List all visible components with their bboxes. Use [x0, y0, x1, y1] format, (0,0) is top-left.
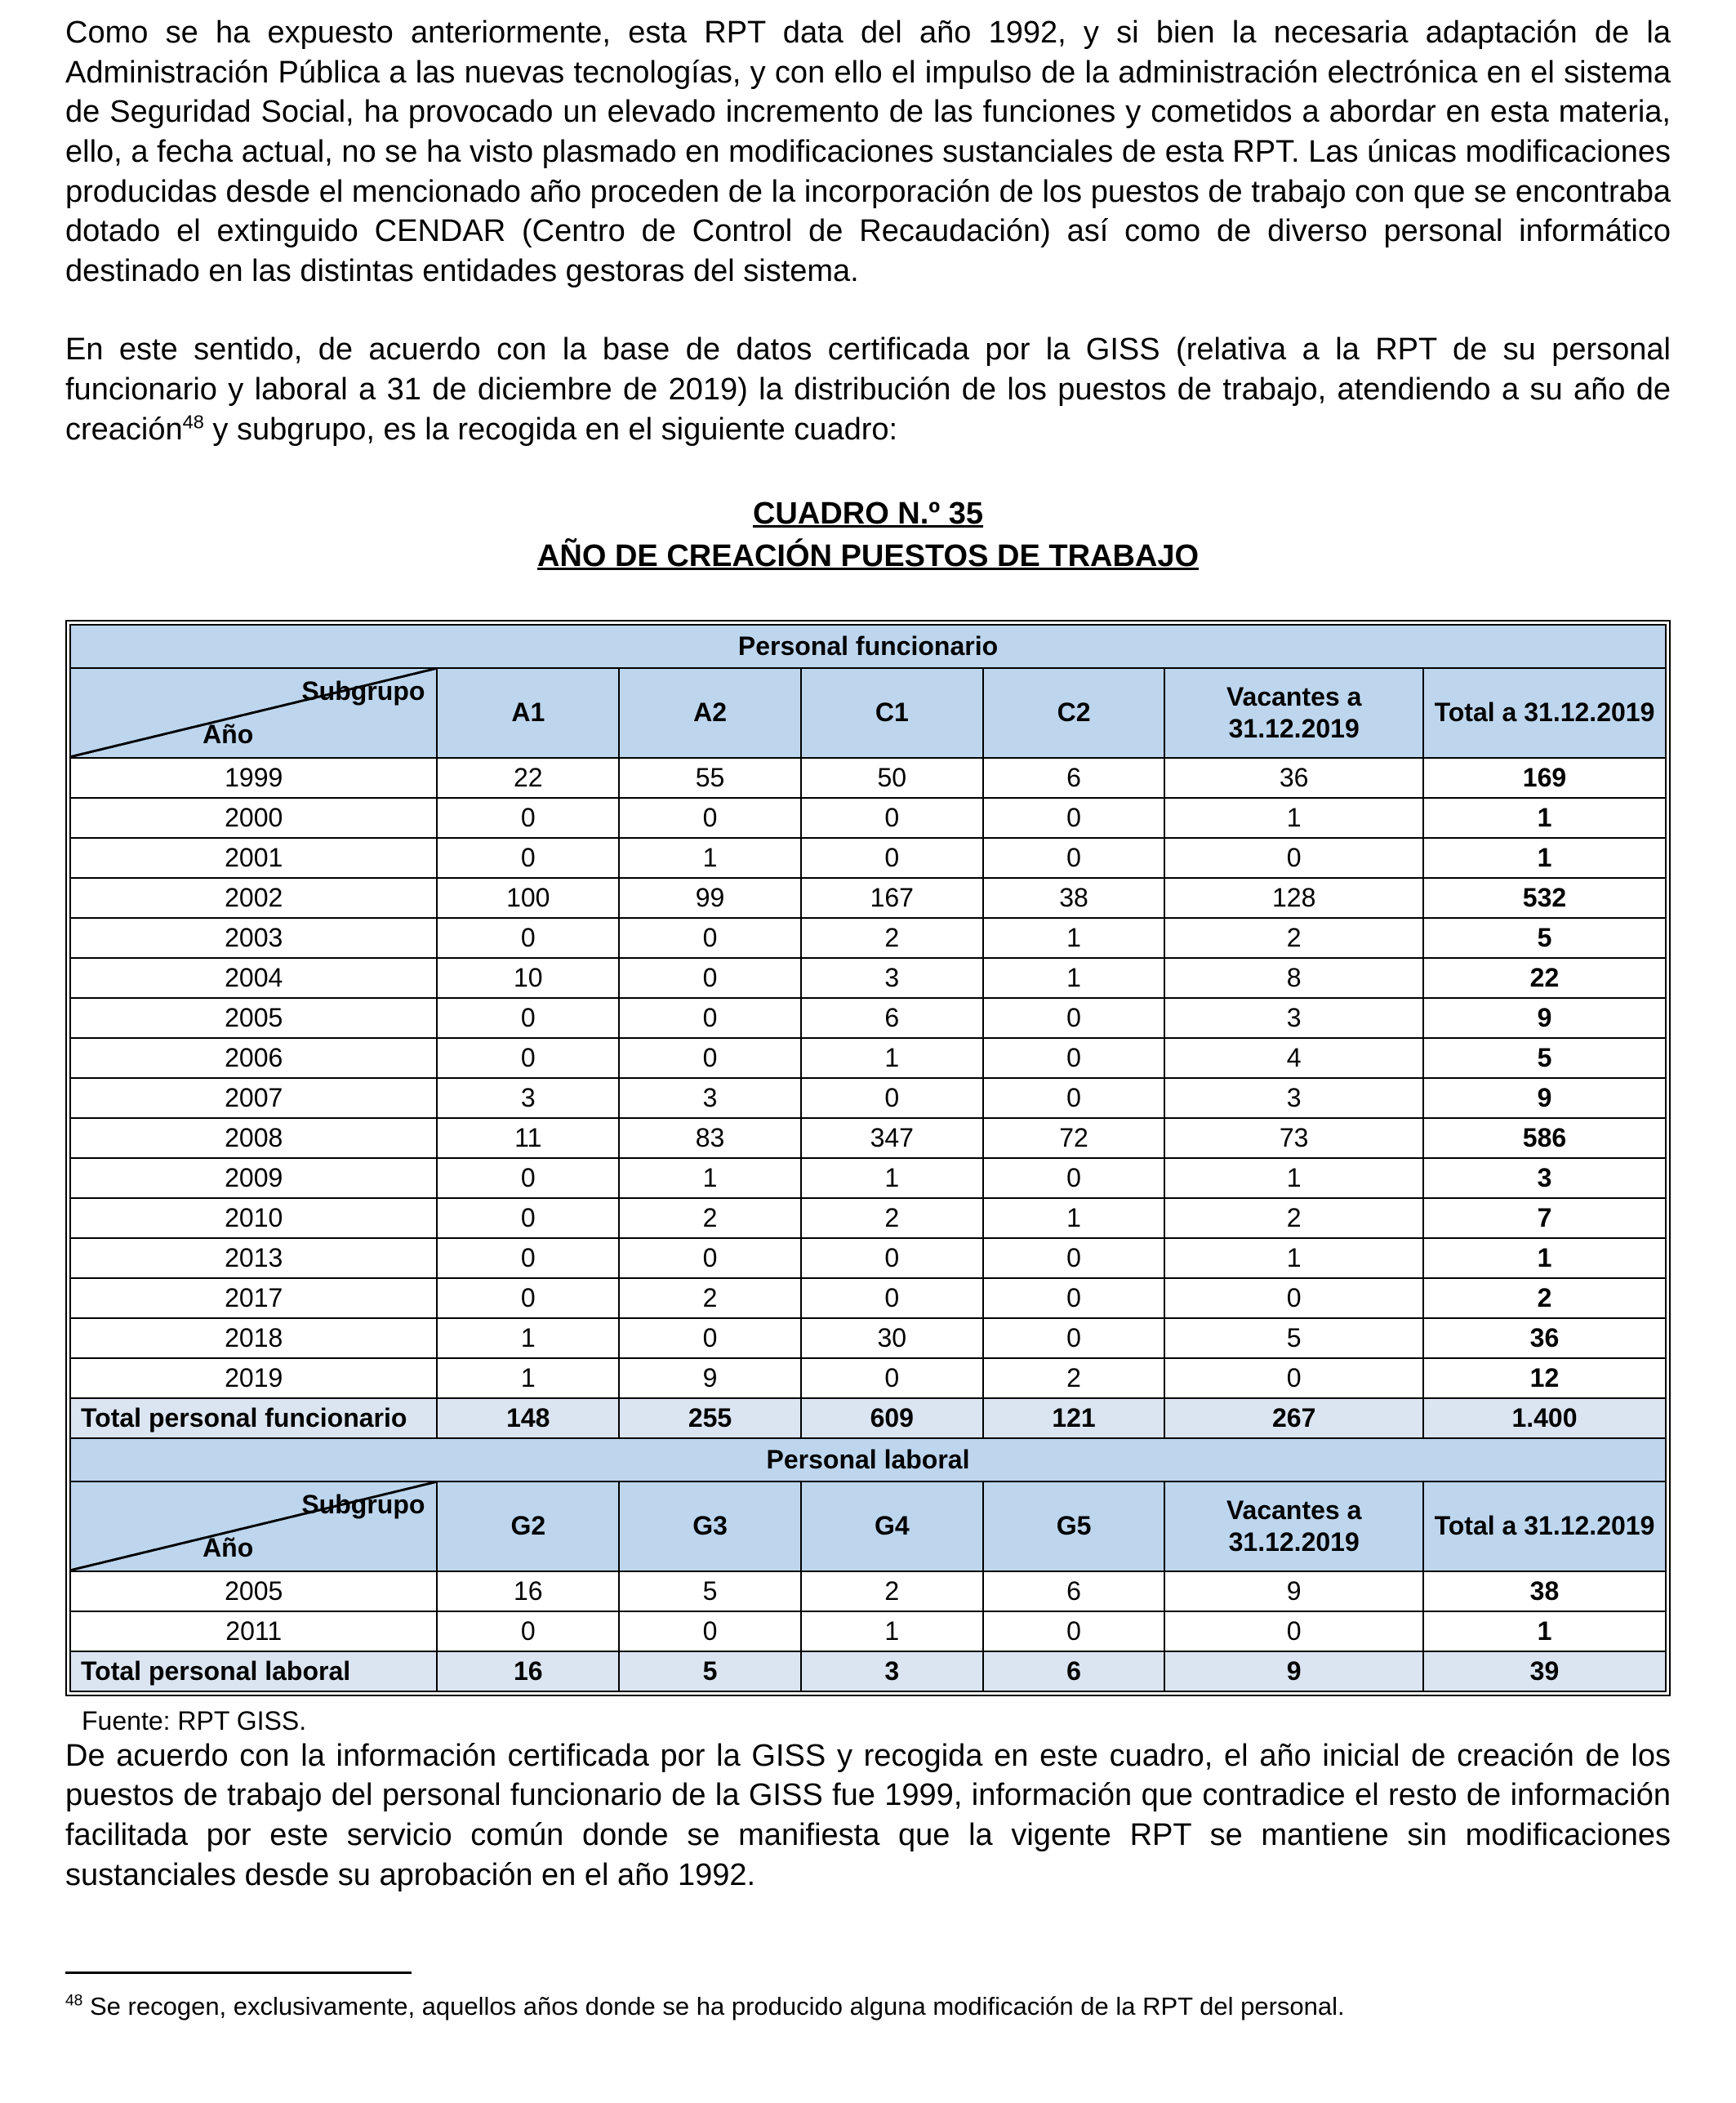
data-row-2009 [70, 1158, 1666, 1198]
laboral-header-section [70, 1438, 1666, 1571]
value-cell: 4 [1164, 1038, 1423, 1078]
value-cell: 3 [437, 1078, 619, 1118]
funcionario-total-section [70, 1398, 1666, 1438]
column-header-vacantes-laboral: Vacantes a 31.12.2019 [1164, 1481, 1423, 1571]
corner-label-subgrupo: Subgrupo [301, 675, 425, 706]
value-cell: 1 [1164, 1158, 1423, 1198]
value-cell: 1 [801, 1158, 983, 1198]
value-cell: 2 [619, 1278, 801, 1318]
year-cell: 2019 [70, 1358, 437, 1398]
value-cell: 0 [983, 998, 1165, 1038]
value-cell: 0 [801, 1078, 983, 1118]
value-cell: 9 [1164, 1571, 1423, 1611]
column-header-g5: G5 [983, 1481, 1165, 1571]
value-cell: 0 [437, 1611, 619, 1651]
year-cell: 2004 [70, 958, 437, 998]
data-row-2008 [70, 1118, 1666, 1158]
total-value-cell: 121 [983, 1398, 1165, 1438]
year-cell: 2005 [70, 1571, 437, 1611]
total-value-cell: 148 [437, 1398, 619, 1438]
value-cell: 586 [1423, 1118, 1666, 1158]
value-cell: 11 [437, 1118, 619, 1158]
total-value-cell: 3 [801, 1651, 983, 1691]
document-page [65, 13, 1671, 2024]
value-cell: 30 [801, 1318, 983, 1358]
total-value-cell: 9 [1164, 1651, 1423, 1691]
funcionario-header-section [70, 625, 1666, 758]
column-header-c1: C1 [801, 668, 983, 758]
section-band-funcionario [70, 625, 1666, 668]
value-cell: 50 [801, 758, 983, 798]
year-cell: 2018 [70, 1318, 437, 1358]
value-cell: 2 [1164, 918, 1423, 958]
value-cell: 0 [1164, 1278, 1423, 1318]
paragraph-2-continuation: y subgrupo, es la recogida en el siguiente cuadro: [203, 412, 898, 447]
value-cell: 3 [1164, 998, 1423, 1038]
value-cell: 0 [619, 1238, 801, 1278]
value-cell: 2 [1423, 1278, 1666, 1318]
laboral-column-header-row [70, 1481, 1666, 1571]
column-header-g2: G2 [437, 1481, 619, 1571]
value-cell: 0 [983, 1238, 1165, 1278]
value-cell: 0 [619, 1318, 801, 1358]
value-cell: 1 [1423, 838, 1666, 878]
value-cell: 1 [437, 1318, 619, 1358]
year-cell: 1999 [70, 758, 437, 798]
value-cell: 1 [1164, 798, 1423, 838]
cuadro-35-table [69, 624, 1667, 1692]
column-header-a2: A2 [619, 668, 801, 758]
value-cell: 1 [1423, 798, 1666, 838]
data-row-2007 [70, 1078, 1666, 1118]
value-cell: 1 [983, 1198, 1165, 1238]
data-row-2000 [70, 798, 1666, 838]
total-value-cell: 267 [1164, 1398, 1423, 1438]
table-title-line1: CUADRO N.º 35 [752, 497, 984, 532]
value-cell: 38 [983, 878, 1165, 918]
value-cell: 0 [437, 1198, 619, 1238]
footnote-separator [65, 1972, 412, 1974]
year-cell: 2006 [70, 1038, 437, 1078]
value-cell: 0 [1164, 1358, 1423, 1398]
value-cell: 0 [801, 1278, 983, 1318]
value-cell: 0 [983, 1038, 1165, 1078]
total-value-cell: 255 [619, 1398, 801, 1438]
corner-label-ano: Año [203, 719, 254, 749]
column-header-c2: C2 [983, 668, 1165, 758]
funcionario-column-header-row [70, 668, 1666, 758]
value-cell: 0 [437, 1038, 619, 1078]
value-cell: 1 [1423, 1238, 1666, 1278]
value-cell: 169 [1423, 758, 1666, 798]
value-cell: 3 [619, 1078, 801, 1118]
value-cell: 0 [619, 798, 801, 838]
column-header-total-laboral: Total a 31.12.2019 [1423, 1481, 1666, 1571]
data-row-2003 [70, 918, 1666, 958]
year-cell: 2013 [70, 1238, 437, 1278]
funcionario-data-rows [70, 758, 1666, 1398]
value-cell: 3 [1423, 1158, 1666, 1198]
paragraph-2-text: En este sentido, de acuerdo con la base de datos certificada por la GISS (relativa a la RPT de su personal funcionario y laboral a 31 de diciembre de 2019) la distribución de los puestos de trabajo, atendiendo a su año de creación [65, 332, 1671, 447]
value-cell: 2 [1164, 1198, 1423, 1238]
value-cell: 0 [619, 998, 801, 1038]
footnote-48 [65, 1990, 1671, 2023]
value-cell: 5 [1423, 1038, 1666, 1078]
value-cell: 0 [437, 918, 619, 958]
year-cell: 2008 [70, 1118, 437, 1158]
section-band-laboral-label: Personal laboral [70, 1438, 1666, 1481]
total-value-cell: 16 [437, 1651, 619, 1691]
value-cell: 0 [619, 1611, 801, 1651]
paragraph-2 [65, 330, 1671, 449]
year-cell: 2003 [70, 918, 437, 958]
value-cell: 347 [801, 1118, 983, 1158]
section-band-funcionario-label: Personal funcionario [70, 625, 1666, 668]
value-cell: 2 [801, 1198, 983, 1238]
footnote-marker: 48 [65, 1993, 83, 2011]
value-cell: 0 [1164, 1611, 1423, 1651]
value-cell: 532 [1423, 878, 1666, 918]
data-row-2006 [70, 1038, 1666, 1078]
data-row-2002 [70, 878, 1666, 918]
value-cell: 3 [1164, 1078, 1423, 1118]
laboral-data-rows [70, 1571, 1666, 1651]
value-cell: 0 [1164, 838, 1423, 878]
year-cell: 2009 [70, 1158, 437, 1198]
value-cell: 2 [619, 1198, 801, 1238]
value-cell: 7 [1423, 1198, 1666, 1238]
section-band-laboral [70, 1438, 1666, 1481]
value-cell: 2 [801, 918, 983, 958]
total-value-cell: 5 [619, 1651, 801, 1691]
table-title [65, 493, 1671, 577]
total-value-cell: 6 [983, 1651, 1165, 1691]
value-cell: 1 [1164, 1238, 1423, 1278]
value-cell: 0 [801, 838, 983, 878]
year-cell: 2007 [70, 1078, 437, 1118]
value-cell: 0 [983, 798, 1165, 838]
value-cell: 2 [983, 1358, 1165, 1398]
value-cell: 3 [801, 958, 983, 998]
value-cell: 5 [1164, 1318, 1423, 1358]
value-cell: 0 [801, 1358, 983, 1398]
footnote-text: Se recogen, exclusivamente, aquellos años donde se ha producido alguna modificación de la RPT del personal. [90, 1992, 1345, 2021]
value-cell: 8 [1164, 958, 1423, 998]
value-cell: 72 [983, 1118, 1165, 1158]
data-row-2017 [70, 1278, 1666, 1318]
value-cell: 1 [983, 958, 1165, 998]
year-cell: 2001 [70, 838, 437, 878]
total-row-laboral [70, 1651, 1666, 1691]
value-cell: 99 [619, 878, 801, 918]
value-cell: 22 [437, 758, 619, 798]
value-cell: 1 [1423, 1611, 1666, 1651]
value-cell: 9 [619, 1358, 801, 1398]
value-cell: 0 [983, 1318, 1165, 1358]
column-header-total-funcionario: Total a 31.12.2019 [1423, 668, 1666, 758]
value-cell: 9 [1423, 1078, 1666, 1118]
footnote-area [65, 1934, 1671, 2023]
value-cell: 1 [619, 838, 801, 878]
value-cell: 0 [983, 1078, 1165, 1118]
value-cell: 0 [437, 1158, 619, 1198]
year-cell: 2005 [70, 998, 437, 1038]
value-cell: 0 [983, 838, 1165, 878]
value-cell: 0 [619, 918, 801, 958]
year-cell: 2010 [70, 1198, 437, 1238]
value-cell: 10 [437, 958, 619, 998]
value-cell: 16 [437, 1571, 619, 1611]
value-cell: 0 [983, 1278, 1165, 1318]
value-cell: 1 [437, 1358, 619, 1398]
year-cell: 2011 [70, 1611, 437, 1651]
value-cell: 0 [983, 1158, 1165, 1198]
footnote-reference-48: 48 [182, 410, 204, 432]
corner-label-subgrupo: Subgrupo [301, 1489, 425, 1519]
value-cell: 0 [619, 1038, 801, 1078]
value-cell: 1 [801, 1611, 983, 1651]
total-value-cell: 39 [1423, 1651, 1666, 1691]
corner-cell-laboral [70, 1481, 437, 1571]
data-row-2004 [70, 958, 1666, 998]
total-value-cell: 1.400 [1423, 1398, 1666, 1438]
value-cell: 0 [983, 1611, 1165, 1651]
value-cell: 0 [437, 998, 619, 1038]
value-cell: 12 [1423, 1358, 1666, 1398]
data-row-2005 [70, 998, 1666, 1038]
total-value-cell: 609 [801, 1398, 983, 1438]
data-row-1999 [70, 758, 1666, 798]
value-cell: 38 [1423, 1571, 1666, 1611]
data-row-2019 [70, 1358, 1666, 1398]
source-note: Fuente: RPT GISS. [82, 1705, 307, 1735]
value-cell: 6 [983, 1571, 1165, 1611]
year-cell: 2000 [70, 798, 437, 838]
value-cell: 0 [437, 798, 619, 838]
paragraph-3: De acuerdo con la información certificada por la GISS y recogida en este cuadro, el año inicial de creación de los puestos de trabajo del personal funcionario de la GISS fue 1999, información que contradice el resto de información facilitada por este servicio común donde se manifiesta que la vigente RPT se mantiene sin modificaciones sustanciales desde su aprobación en el año 1992. [65, 1738, 1671, 1892]
value-cell: 0 [801, 1238, 983, 1278]
value-cell: 1 [801, 1038, 983, 1078]
total-label-funcionario: Total personal funcionario [70, 1398, 437, 1438]
column-header-g3: G3 [619, 1481, 801, 1571]
column-header-g4: G4 [801, 1481, 983, 1571]
data-row-2011 [70, 1611, 1666, 1651]
value-cell: 36 [1423, 1318, 1666, 1358]
value-cell: 6 [983, 758, 1165, 798]
value-cell: 5 [1423, 918, 1666, 958]
laboral-total-section [70, 1651, 1666, 1691]
value-cell: 22 [1423, 958, 1666, 998]
value-cell: 1 [619, 1158, 801, 1198]
total-label-laboral: Total personal laboral [70, 1651, 437, 1691]
value-cell: 167 [801, 878, 983, 918]
value-cell: 83 [619, 1118, 801, 1158]
value-cell: 6 [801, 998, 983, 1038]
paragraph-1: Como se ha expuesto anteriormente, esta RPT data del año 1992, y si bien la necesaria adaptación de la Administración Pública a las nuevas tecnologías, y con ello el impulso de la administración electrónica en el sistema de Seguridad Social, ha provocado un elevado incremento de las funciones y cometidos a abordar en esta materia, ello, a fecha actual, no se ha visto plasmado en modificaciones sustanciales de esta RPT. Las únicas modificaciones producidas desde el mencionado año proceden de la incorporación de los puestos de trabajo con que se encontraba dotado el extinguido CENDAR (Centro de Control de Recaudación) así como de diverso personal informático destinado en las distintas entidades gestoras del sistema. [65, 16, 1671, 288]
value-cell: 2 [801, 1571, 983, 1611]
cuadro-35-table-frame [65, 620, 1671, 1696]
value-cell: 100 [437, 878, 619, 918]
value-cell: 0 [437, 838, 619, 878]
value-cell: 9 [1423, 998, 1666, 1038]
data-row-2013 [70, 1238, 1666, 1278]
column-header-vacantes-funcionario: Vacantes a 31.12.2019 [1164, 668, 1423, 758]
total-row-funcionario [70, 1398, 1666, 1438]
value-cell: 73 [1164, 1118, 1423, 1158]
year-cell: 2017 [70, 1278, 437, 1318]
value-cell: 128 [1164, 878, 1423, 918]
corner-label-ano: Año [203, 1532, 254, 1562]
value-cell: 0 [437, 1278, 619, 1318]
value-cell: 55 [619, 758, 801, 798]
data-row-2010 [70, 1198, 1666, 1238]
value-cell: 0 [619, 958, 801, 998]
table-title-line2: AÑO DE CREACIÓN PUESTOS DE TRABAJO [536, 538, 1200, 573]
value-cell: 36 [1164, 758, 1423, 798]
data-row-2018 [70, 1318, 1666, 1358]
column-header-a1: A1 [437, 668, 619, 758]
data-row-2001 [70, 838, 1666, 878]
data-row-2005 [70, 1571, 1666, 1611]
value-cell: 0 [437, 1238, 619, 1278]
value-cell: 1 [983, 918, 1165, 958]
corner-cell-funcionario [70, 668, 437, 758]
year-cell: 2002 [70, 878, 437, 918]
value-cell: 0 [801, 798, 983, 838]
value-cell: 5 [619, 1571, 801, 1611]
